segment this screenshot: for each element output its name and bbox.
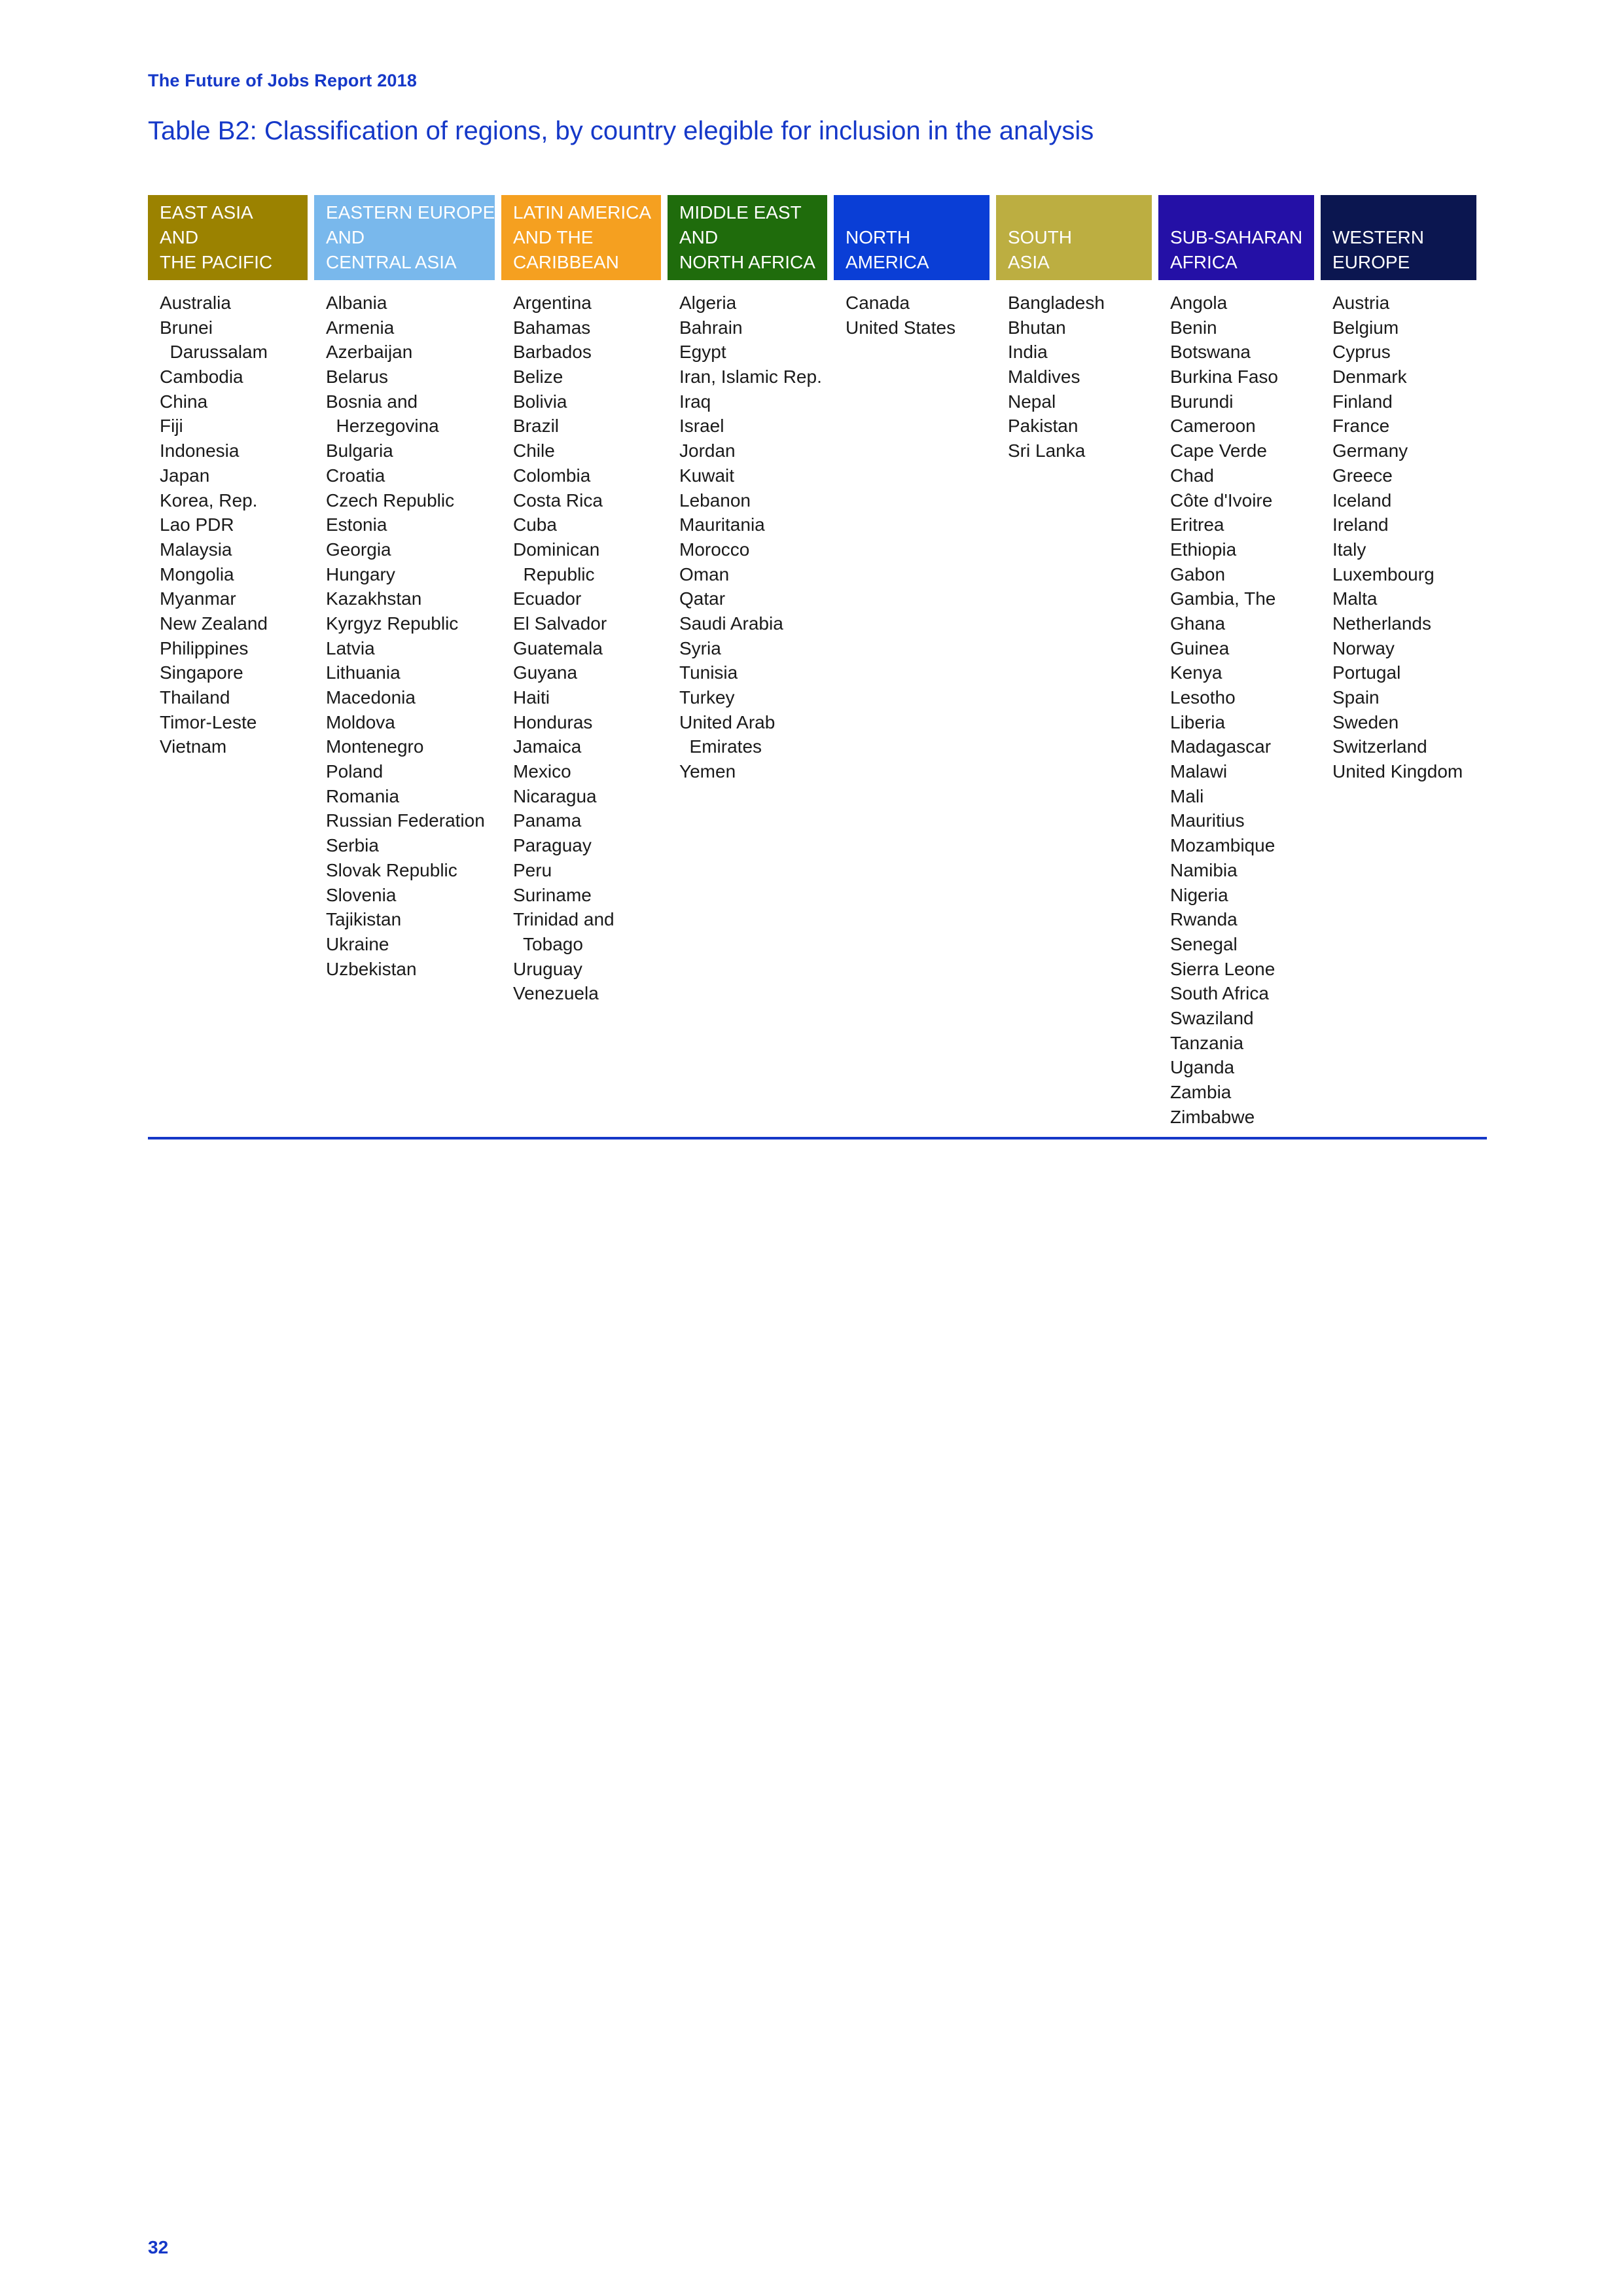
country-list-item: Lesotho: [1170, 687, 1236, 708]
country-list-item: Rwanda: [1170, 909, 1238, 930]
country-list-item: Kyrgyz Republic: [326, 613, 459, 634]
country-list-item: South Africa: [1170, 983, 1269, 1004]
country-list-item: Jordan: [679, 440, 736, 461]
country-list-item: El Salvador: [513, 613, 607, 634]
country-list-item: Cape Verde: [1170, 440, 1267, 461]
country-list-item: Benin: [1170, 317, 1217, 338]
country-list-item: Ghana: [1170, 613, 1226, 634]
country-list-item: Republic: [513, 564, 595, 584]
country-list-item: Chile: [513, 440, 555, 461]
country-list-item: Oman: [679, 564, 730, 584]
country-list-item: Burundi: [1170, 391, 1234, 412]
country-list-item: Kuwait: [679, 465, 735, 486]
country-list-item: Latvia: [326, 637, 375, 658]
country-list-item: Kazakhstan: [326, 588, 422, 609]
region-classification-table: [148, 195, 1486, 1129]
country-list-item: Slovak Republic: [326, 859, 457, 880]
country-list-item: Gambia, The: [1170, 588, 1276, 609]
region-header-line: EAST ASIA: [160, 202, 253, 223]
table-header-row: [148, 195, 1486, 280]
country-list-item: Nigeria: [1170, 884, 1228, 905]
country-list-item: Uzbekistan: [326, 958, 417, 979]
country-list-item: Mali: [1170, 785, 1204, 806]
country-list-item: Canada: [846, 293, 910, 313]
country-list-item: Malawi: [1170, 761, 1228, 782]
region-header-line: WESTERN: [1332, 227, 1424, 247]
country-list-item: Argentina: [513, 293, 592, 313]
country-list-item: Peru: [513, 859, 552, 880]
country-list-item: Côte d'Ivoire: [1170, 490, 1273, 511]
country-list-item: Ireland: [1332, 514, 1389, 535]
region-header-line: AFRICA: [1170, 252, 1238, 272]
running-head: The Future of Jobs Report 2018: [148, 71, 418, 90]
country-list-item: India: [1008, 342, 1048, 363]
country-list-item: Guatemala: [513, 637, 603, 658]
country-list-item: Yemen: [679, 761, 736, 782]
table-body-row: [148, 291, 1486, 1129]
country-list-item: Dominican: [513, 539, 600, 560]
country-list-item: Cambodia: [160, 367, 243, 387]
country-list-item: Liberia: [1170, 711, 1226, 732]
region-header-line: ASIA: [1008, 252, 1050, 272]
country-list-item: China: [160, 391, 208, 412]
country-list-item: Japan: [160, 465, 210, 486]
country-list-item: Germany: [1332, 440, 1408, 461]
country-list-item: Israel: [679, 416, 724, 437]
country-list-item: Eritrea: [1170, 514, 1224, 535]
country-list-item: Romania: [326, 785, 400, 806]
country-list-item: Switzerland: [1332, 736, 1427, 757]
country-list-item: Croatia: [326, 465, 385, 486]
country-list-item: Ecuador: [513, 588, 582, 609]
region-header-4: [834, 195, 990, 280]
country-list-item: France: [1332, 416, 1390, 437]
region-header-line: AMERICA: [846, 252, 929, 272]
country-list-item: Saudi Arabia: [679, 613, 783, 634]
country-list-item: United Kingdom: [1332, 761, 1463, 782]
region-header-line: AND THE: [513, 227, 594, 247]
country-list-item: Venezuela: [513, 983, 599, 1004]
region-header-line: THE PACIFIC: [160, 252, 273, 272]
country-list-item: Uganda: [1170, 1057, 1235, 1078]
country-list-item: Iran, Islamic Rep.: [679, 367, 822, 387]
country-list-item: Lithuania: [326, 662, 401, 683]
country-list-item: Barbados: [513, 342, 592, 363]
country-list-item: Belgium: [1332, 317, 1399, 338]
region-header-line: LATIN AMERICA: [513, 202, 652, 223]
country-list-item: Angola: [1170, 293, 1228, 313]
country-list-item: Bangladesh: [1008, 293, 1105, 313]
country-list-item: Morocco: [679, 539, 750, 560]
country-list-item: Azerbaijan: [326, 342, 413, 363]
country-list-item: Brazil: [513, 416, 560, 437]
country-list-item: Mongolia: [160, 564, 234, 584]
country-list-item: Cuba: [513, 514, 557, 535]
region-header-line: NORTH AFRICA: [679, 252, 815, 272]
country-list-item: Chad: [1170, 465, 1214, 486]
region-header-0: [148, 195, 308, 280]
country-list-item: Ukraine: [326, 933, 389, 954]
country-list-item: Uruguay: [513, 958, 582, 979]
country-list-item: Mozambique: [1170, 835, 1275, 856]
country-list-item: Timor-Leste: [160, 711, 257, 732]
country-list-item: Bahrain: [679, 317, 743, 338]
country-list-item: Malaysia: [160, 539, 232, 560]
country-list-item: Lao PDR: [160, 514, 234, 535]
country-list-item: Serbia: [326, 835, 379, 856]
country-list-item: Emirates: [679, 736, 762, 757]
region-country-list-4: [834, 291, 990, 1129]
country-list-item: Zimbabwe: [1170, 1106, 1255, 1127]
country-list-item: Bolivia: [513, 391, 567, 412]
region-header-2: [501, 195, 661, 280]
region-country-list-7: [1321, 291, 1476, 1129]
region-header-7: [1321, 195, 1476, 280]
country-list-item: Netherlands: [1332, 613, 1431, 634]
country-list-item: Tanzania: [1170, 1032, 1244, 1053]
country-list-item: Portugal: [1332, 662, 1401, 683]
country-list-item: United States: [846, 317, 956, 338]
country-list-item: Guyana: [513, 662, 578, 683]
country-list-item: Fiji: [160, 416, 183, 437]
table-bottom-rule: [148, 1137, 1487, 1139]
country-list-item: Moldova: [326, 711, 395, 732]
table-title: Table B2: Classification of regions, by country elegible for inclusion in the analysis: [148, 117, 1094, 145]
region-header-6: [1158, 195, 1314, 280]
region-header-line: EUROPE: [1332, 252, 1410, 272]
country-list-item: Hungary: [326, 564, 395, 584]
country-list-item: Mauritania: [679, 514, 765, 535]
country-list-item: Indonesia: [160, 440, 240, 461]
country-list-item: Belize: [513, 367, 563, 387]
country-list-item: Korea, Rep.: [160, 490, 258, 511]
country-list-item: Italy: [1332, 539, 1366, 560]
country-list-item: Philippines: [160, 637, 249, 658]
country-list-item: Myanmar: [160, 588, 236, 609]
country-list-item: United Arab: [679, 711, 776, 732]
country-list-item: Haiti: [513, 687, 550, 708]
region-header-line: AND: [160, 227, 199, 247]
country-list-item: Qatar: [679, 588, 726, 609]
country-list-item: Namibia: [1170, 859, 1238, 880]
region-country-list-0: [148, 291, 308, 1129]
region-header-line: AND: [326, 227, 365, 247]
country-list-item: Herzegovina: [326, 416, 439, 437]
page-number: 32: [148, 2237, 169, 2257]
region-header-line: EASTERN EUROPE: [326, 202, 495, 223]
country-list-item: Montenegro: [326, 736, 424, 757]
country-list-item: Belarus: [326, 367, 388, 387]
country-list-item: Denmark: [1332, 367, 1407, 387]
country-list-item: Madagascar: [1170, 736, 1272, 757]
country-list-item: Colombia: [513, 465, 591, 486]
region-country-list-3: [668, 291, 827, 1129]
country-list-item: Sri Lanka: [1008, 440, 1086, 461]
region-header-line: AND: [679, 227, 719, 247]
country-list-item: Russian Federation: [326, 810, 485, 831]
country-list-item: Sweden: [1332, 711, 1399, 732]
country-list-item: Albania: [326, 293, 387, 313]
country-list-item: Thailand: [160, 687, 230, 708]
country-list-item: Macedonia: [326, 687, 416, 708]
country-list-item: Austria: [1332, 293, 1390, 313]
region-header-3: [668, 195, 827, 280]
country-list-item: Trinidad and: [513, 909, 615, 930]
country-list-item: Ethiopia: [1170, 539, 1237, 560]
country-list-item: Luxembourg: [1332, 564, 1435, 584]
country-list-item: Mauritius: [1170, 810, 1245, 831]
country-list-item: Bosnia and: [326, 391, 418, 412]
country-list-item: Estonia: [326, 514, 387, 535]
country-list-item: Gabon: [1170, 564, 1226, 584]
country-list-item: Swaziland: [1170, 1007, 1254, 1028]
country-list-item: Nicaragua: [513, 785, 597, 806]
country-list-item: New Zealand: [160, 613, 268, 634]
country-list-item: Tunisia: [679, 662, 738, 683]
country-list-item: Paraguay: [513, 835, 592, 856]
region-header-line: MIDDLE EAST: [679, 202, 802, 223]
region-country-list-6: [1158, 291, 1314, 1129]
country-list-item: Bahamas: [513, 317, 591, 338]
country-list-item: Australia: [160, 293, 231, 313]
region-country-list-5: [996, 291, 1152, 1129]
country-list-item: Bulgaria: [326, 440, 393, 461]
country-list-item: Iraq: [679, 391, 711, 412]
region-header-line: CENTRAL ASIA: [326, 252, 457, 272]
country-list-item: Lebanon: [679, 490, 751, 511]
country-list-item: Malta: [1332, 588, 1378, 609]
country-list-item: Egypt: [679, 342, 726, 363]
country-list-item: Tobago: [513, 933, 583, 954]
region-header-line: SUB-SAHARAN: [1170, 227, 1303, 247]
country-list-item: Senegal: [1170, 933, 1238, 954]
country-list-item: Vietnam: [160, 736, 227, 757]
country-list-item: Sierra Leone: [1170, 958, 1275, 979]
country-list-item: Georgia: [326, 539, 391, 560]
country-list-item: Costa Rica: [513, 490, 603, 511]
region-country-list-2: [501, 291, 661, 1129]
country-list-item: Turkey: [679, 687, 735, 708]
country-list-item: Kenya: [1170, 662, 1222, 683]
country-list-item: Guinea: [1170, 637, 1230, 658]
country-list-item: Honduras: [513, 711, 593, 732]
region-header-line: CARIBBEAN: [513, 252, 619, 272]
region-header-line: SOUTH: [1008, 227, 1072, 247]
country-list-item: Greece: [1332, 465, 1393, 486]
country-list-item: Algeria: [679, 293, 737, 313]
country-list-item: Maldives: [1008, 367, 1080, 387]
country-list-item: Finland: [1332, 391, 1393, 412]
country-list-item: Burkina Faso: [1170, 367, 1278, 387]
country-list-item: Czech Republic: [326, 490, 455, 511]
country-list-item: Slovenia: [326, 884, 397, 905]
country-list-item: Suriname: [513, 884, 592, 905]
country-list-item: Mexico: [513, 761, 571, 782]
country-list-item: Nepal: [1008, 391, 1056, 412]
country-list-item: Brunei: [160, 317, 213, 338]
country-list-item: Armenia: [326, 317, 395, 338]
country-list-item: Darussalam: [160, 342, 268, 363]
country-list-item: Zambia: [1170, 1082, 1232, 1102]
country-list-item: Panama: [513, 810, 582, 831]
region-country-list-1: [314, 291, 495, 1129]
country-list-item: Tajikistan: [326, 909, 402, 930]
country-list-item: Iceland: [1332, 490, 1392, 511]
country-list-item: Cyprus: [1332, 342, 1391, 363]
country-list-item: Singapore: [160, 662, 243, 683]
country-list-item: Syria: [679, 637, 721, 658]
country-list-item: Botswana: [1170, 342, 1251, 363]
region-header-line: NORTH: [846, 227, 911, 247]
country-list-item: Cameroon: [1170, 416, 1256, 437]
country-list-item: Jamaica: [513, 736, 582, 757]
region-header-1: [314, 195, 495, 280]
country-list-item: Bhutan: [1008, 317, 1066, 338]
country-list-item: Pakistan: [1008, 416, 1079, 437]
country-list-item: Poland: [326, 761, 383, 782]
country-list-item: Norway: [1332, 637, 1395, 658]
country-list-item: Spain: [1332, 687, 1380, 708]
region-header-5: [996, 195, 1152, 280]
